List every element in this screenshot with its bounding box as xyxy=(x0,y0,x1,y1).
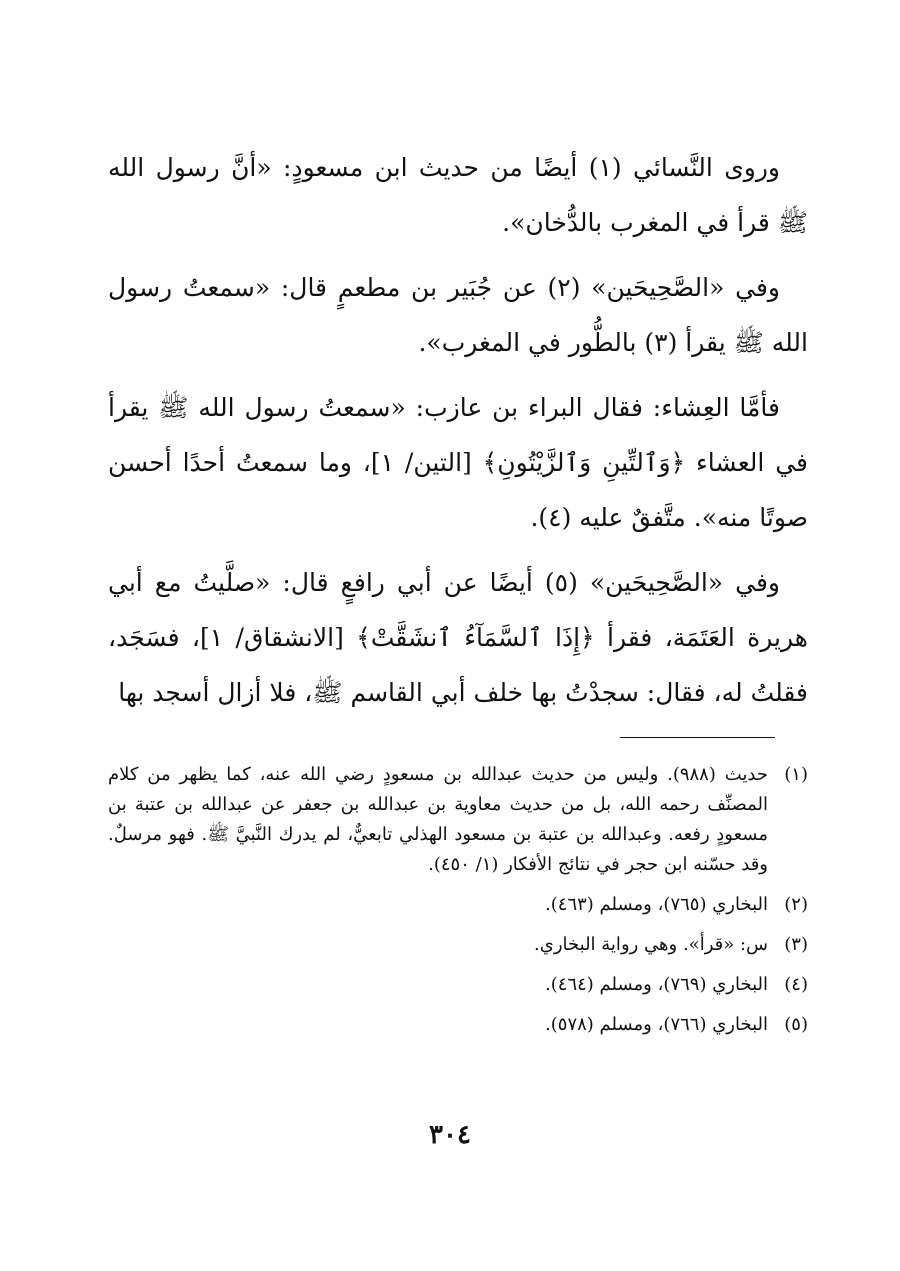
footnote-separator xyxy=(620,737,775,738)
footnote-text: البخاري (٧٦٥)، ومسلم (٤٦٣). xyxy=(545,894,768,915)
page-number: ٣٠٤ xyxy=(429,1120,471,1150)
footnote-number: (١) xyxy=(784,764,808,785)
footnote-number: (٣) xyxy=(784,934,808,955)
footnote-number: (٢) xyxy=(784,894,808,915)
main-text-block xyxy=(108,140,808,730)
footnotes xyxy=(108,760,808,1050)
footnote-text: س: «قرأ». وهي رواية البخاري. xyxy=(534,934,768,955)
footnote-3 xyxy=(108,930,808,960)
paragraph-isha-bara: فأمَّا العِشاء: فقال البراء بن عازب: «سمعتُ رسول الله ﷺ يقرأ في العشاء ﴿وَٱلتِّينِ وَٱلزَّيْتُونِ﴾ [التين/ ١]، وما سمعتُ أحدًا أحسن صوتًا منه». متَّفقٌ عليه (٤). xyxy=(108,393,809,532)
footnote-text: حديث (٩٨٨). وليس من حديث عبدالله بن مسعودٍ رضي الله عنه، كما يظهر من كلام المصنِّف رحمه الله، بل من حديث معاوية بن عبدالله بن جعفر عن عبدالله بن عتبة بن مسعودٍ رفعه. وعبدالله بن عتبة بن مسعود الهذلي تابعيٌّ، لم يدرك النَّبيَّ ﷺ. فهو مرسلٌ. وقد حسّنه ابن حجر في نتائج الأفكار (١/ ٤٥٠). xyxy=(108,764,768,875)
paragraph-jubair-tur: وفي «الصَّحِيحَين» (٢) عن جُبَير بن مطعمٍ قال: «سمعتُ رسول الله ﷺ يقرأ (٣) بالطُّور في المغرب». xyxy=(108,273,808,357)
footnote-text: البخاري (٧٦٩)، ومسلم (٤٦٤). xyxy=(545,974,768,995)
footnote-text: البخاري (٧٦٦)، ومسلم (٥٧٨). xyxy=(545,1014,768,1035)
footnote-number: (٥) xyxy=(784,1014,808,1035)
footnote-5 xyxy=(108,1010,808,1040)
paragraph-nasai-dukhan: وروى النَّسائي (١) أيضًا من حديث ابن مسعودٍ: «أنَّ رسول الله ﷺ قرأ في المغرب بالدُّخان». xyxy=(108,153,808,237)
footnote-2 xyxy=(108,890,808,920)
footnote-1 xyxy=(108,760,808,880)
footnote-number: (٤) xyxy=(784,974,808,995)
footnote-4 xyxy=(108,970,808,1000)
paragraph-abu-rafi: وفي «الصَّحِيحَين» (٥) أيضًا عن أبي رافعٍ قال: «صلَّيتُ مع أبي هريرة العَتَمَة، فقرأ ﴿إِذَا ٱلسَّمَآءُ ٱنشَقَّتْ﴾ [الانشقاق/ ١]، فسَجَد، فقلتُ له، فقال: سجدْتُ بها خلف أبي القاسم ﷺ، فلا أزال أسجد بها xyxy=(108,568,808,707)
